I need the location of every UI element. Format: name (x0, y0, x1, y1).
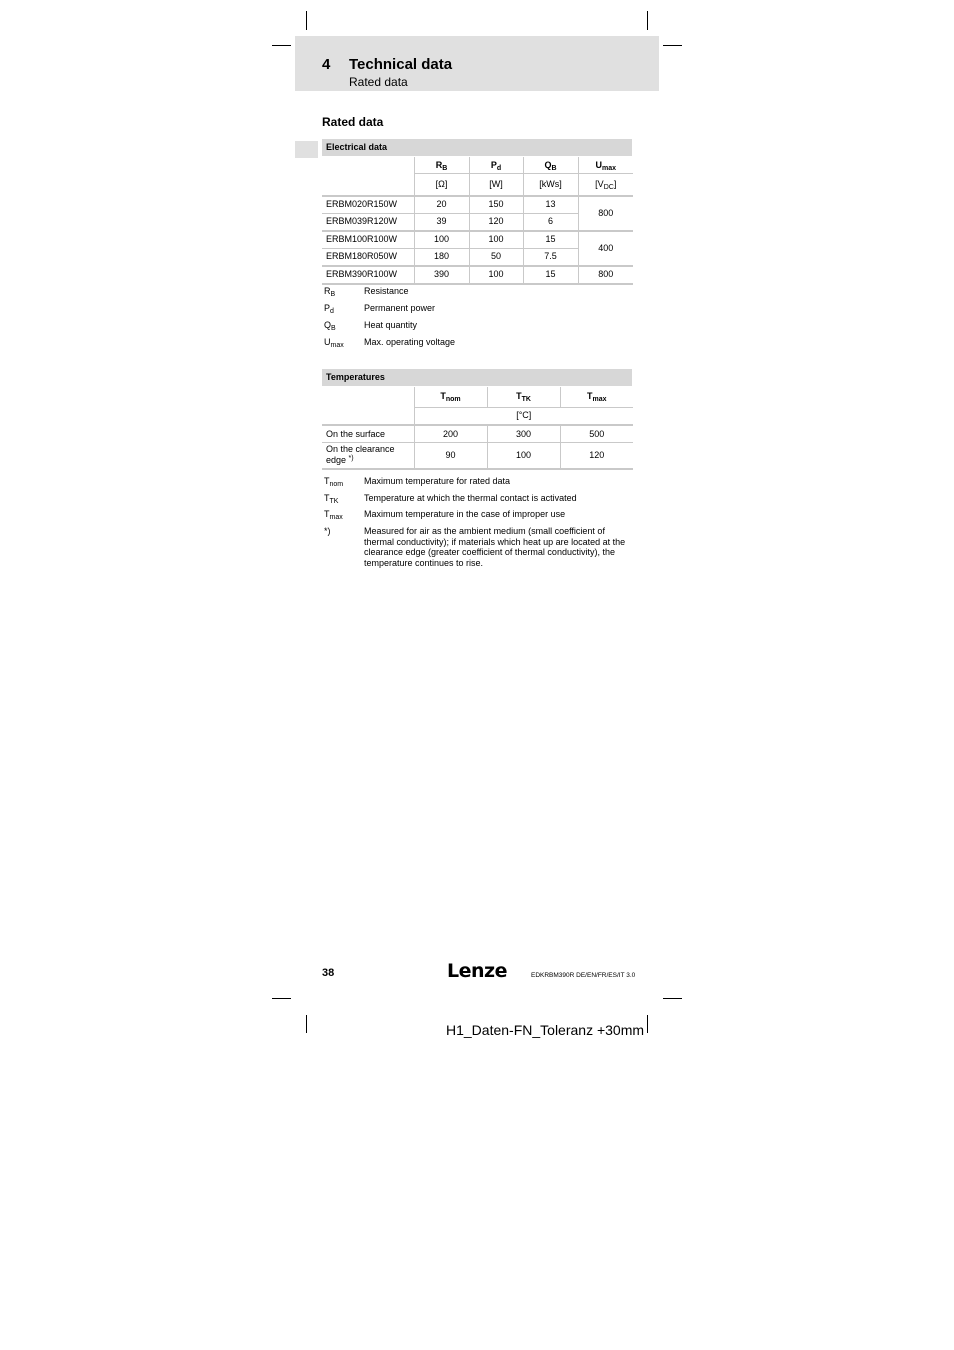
table-row: On the surface 200 300 500 (322, 425, 633, 443)
table-row: ERBM180R050W 180 50 7.5 (322, 248, 633, 266)
col-header-tmax: $T_{max}$ (560, 387, 633, 407)
table-row: On the clearance edge *) 90 100 120 (322, 443, 633, 469)
umax-group: 800 (578, 266, 633, 284)
electrical-table-title: Electrical data (322, 139, 632, 156)
col-header-qb: $Q_B$ (523, 157, 578, 174)
unit-pd: [W] (469, 174, 523, 196)
crop-mark (306, 11, 307, 30)
crop-mark (272, 45, 291, 46)
umax-group: 400 (578, 231, 633, 266)
col-header-umax: $U_{max}$ (578, 157, 633, 174)
unit-rb: [Ω] (414, 174, 469, 196)
side-tab-marker (295, 141, 318, 158)
section-title: Rated data (322, 115, 384, 129)
document-reference: EDKRBM390R DE/EN/FR/ES/IT 3.0 (531, 972, 636, 979)
temperatures-table-title: Temperatures (322, 369, 632, 386)
col-header-rb: $R_B$ (414, 157, 469, 174)
crop-mark (663, 45, 682, 46)
col-header-tnom: $T_{nom}$ (414, 387, 487, 407)
crop-mark (647, 1015, 648, 1033)
lenze-logo: Lenze (447, 960, 507, 982)
unit-umax: $[V_{DC}]$ (578, 174, 633, 196)
crop-mark (272, 998, 291, 999)
page-number: 38 (322, 967, 335, 979)
table-row: ERBM020R150W 20 150 13 800 (322, 196, 633, 214)
col-header-ttk: $T_{TK}$ (487, 387, 560, 407)
table-row: ERBM039R120W 39 120 6 (322, 213, 633, 231)
temperature-unit: [°C] (414, 407, 633, 425)
crop-mark (647, 11, 648, 30)
unit-qb: [kWs] (523, 174, 578, 196)
table-row: ERBM100R100W 100 100 15 400 (322, 231, 633, 249)
crop-mark (663, 998, 682, 999)
temperatures-table (322, 387, 633, 470)
print-slug: H1_Daten-FN_Toleranz +30mm (446, 1022, 645, 1038)
chapter-title: Technical data (349, 56, 453, 73)
crop-mark (306, 1015, 307, 1033)
table-row: ERBM390R100W 390 100 15 800 (322, 266, 633, 284)
chapter-number: 4 (322, 56, 331, 73)
umax-group: 800 (578, 196, 633, 231)
electrical-data-table (322, 157, 633, 285)
col-header-pd: $P_d$ (469, 157, 523, 174)
chapter-subtitle: Rated data (349, 75, 408, 89)
